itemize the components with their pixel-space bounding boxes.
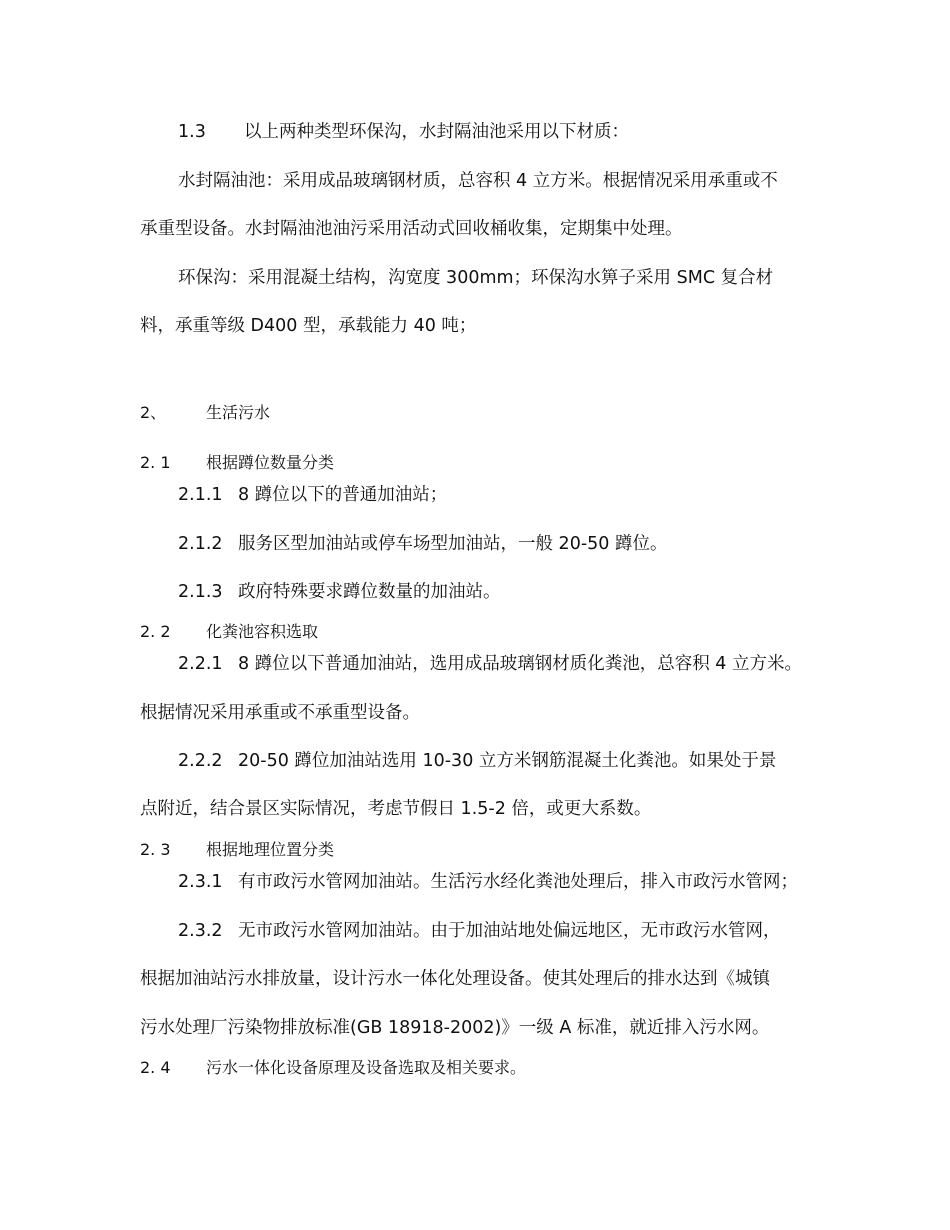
section-number: 2. 3	[140, 840, 171, 859]
section-text: 根据地理位置分类	[206, 840, 335, 859]
section-text: 有市政污水管网加油站。生活污水经化粪池处理后，排入市政污水管网；	[238, 872, 798, 892]
section-text: 污水一体化设备原理及设备选取及相关要求。	[206, 1058, 527, 1077]
section-1-3	[178, 120, 629, 144]
section-number: 1.3	[178, 122, 206, 142]
section-number: 2.3.2	[178, 921, 223, 941]
paragraph-ditch-line-1: 环保沟：采用混凝土结构，沟宽度 300mm；环保沟水箅子采用 SMC 复合材	[178, 268, 774, 288]
section-2-3-1	[178, 870, 798, 894]
section-text: 生活污水	[206, 403, 271, 422]
section-text: 根据蹲位数量分类	[206, 453, 335, 472]
section-2-2-2	[178, 749, 776, 773]
section-number: 2. 1	[140, 453, 171, 472]
paragraph-ditch-line-2: 料，承重等级 D400 型，承载能力 40 吨；	[140, 316, 477, 336]
heading-2-1	[140, 451, 334, 475]
section-text: 以上两种类型环保沟，水封隔油池采用以下材质：	[244, 122, 629, 142]
section-2-2-1-continued: 根据情况采用承重或不承重型设备。	[140, 703, 420, 723]
paragraph-tank-line-1: 水封隔油池：采用成品玻璃钢材质，总容积 4 立方米。根据情况采用承重或不	[178, 171, 778, 191]
section-number: 2.3.1	[178, 872, 223, 892]
section-2-1-2	[178, 532, 667, 556]
heading-2	[140, 401, 270, 425]
section-text: 无市政污水管网加油站。由于加油站地处偏远地区，无市政污水管网，	[238, 921, 781, 941]
section-number: 2. 4	[140, 1058, 171, 1077]
section-number: 2.1.2	[178, 534, 223, 554]
section-number: 2.2.2	[178, 751, 223, 771]
section-text: 政府特殊要求蹲位数量的加油站。	[238, 582, 501, 602]
section-number: 2. 2	[140, 622, 171, 641]
section-number: 2.2.1	[178, 654, 223, 674]
section-text: 化粪池容积选取	[206, 622, 319, 641]
section-number: 2.1.1	[178, 485, 223, 505]
section-2-3-2-continued-2: 污水处理厂污染物排放标准(GB 18918-2002)》一级 A 标准，就近排入污水网。	[140, 1018, 770, 1038]
section-text: 服务区型加油站或停车场型加油站，一般 20-50 蹲位。	[238, 534, 668, 554]
heading-2-4	[140, 1056, 526, 1080]
section-number: 2、	[140, 403, 167, 422]
section-text: 20-50 蹲位加油站选用 10-30 立方米钢筋混凝土化粪池。如果处于景	[238, 751, 777, 771]
section-text: 8 蹲位以下的普通加油站；	[238, 485, 448, 505]
heading-2-2	[140, 620, 318, 644]
section-2-2-2-continued: 点附近，结合景区实际情况，考虑节假日 1.5-2 倍，或更大系数。	[140, 799, 652, 819]
section-number: 2.1.3	[178, 582, 223, 602]
paragraph-tank-line-2: 承重型设备。水封隔油池油污采用活动式回收桶收集，定期集中处理。	[140, 219, 683, 239]
section-text: 8 蹲位以下普通加油站，选用成品玻璃钢材质化粪池，总容积 4 立方米。	[238, 654, 802, 674]
section-2-3-2-continued-1: 根据加油站污水排放量，设计污水一体化处理设备。使其处理后的排水达到《城镇	[140, 969, 770, 989]
section-2-3-2	[178, 919, 781, 943]
section-2-1-1	[178, 483, 447, 507]
section-2-2-1	[178, 652, 802, 676]
heading-2-3	[140, 838, 334, 862]
section-2-1-3	[178, 580, 501, 604]
